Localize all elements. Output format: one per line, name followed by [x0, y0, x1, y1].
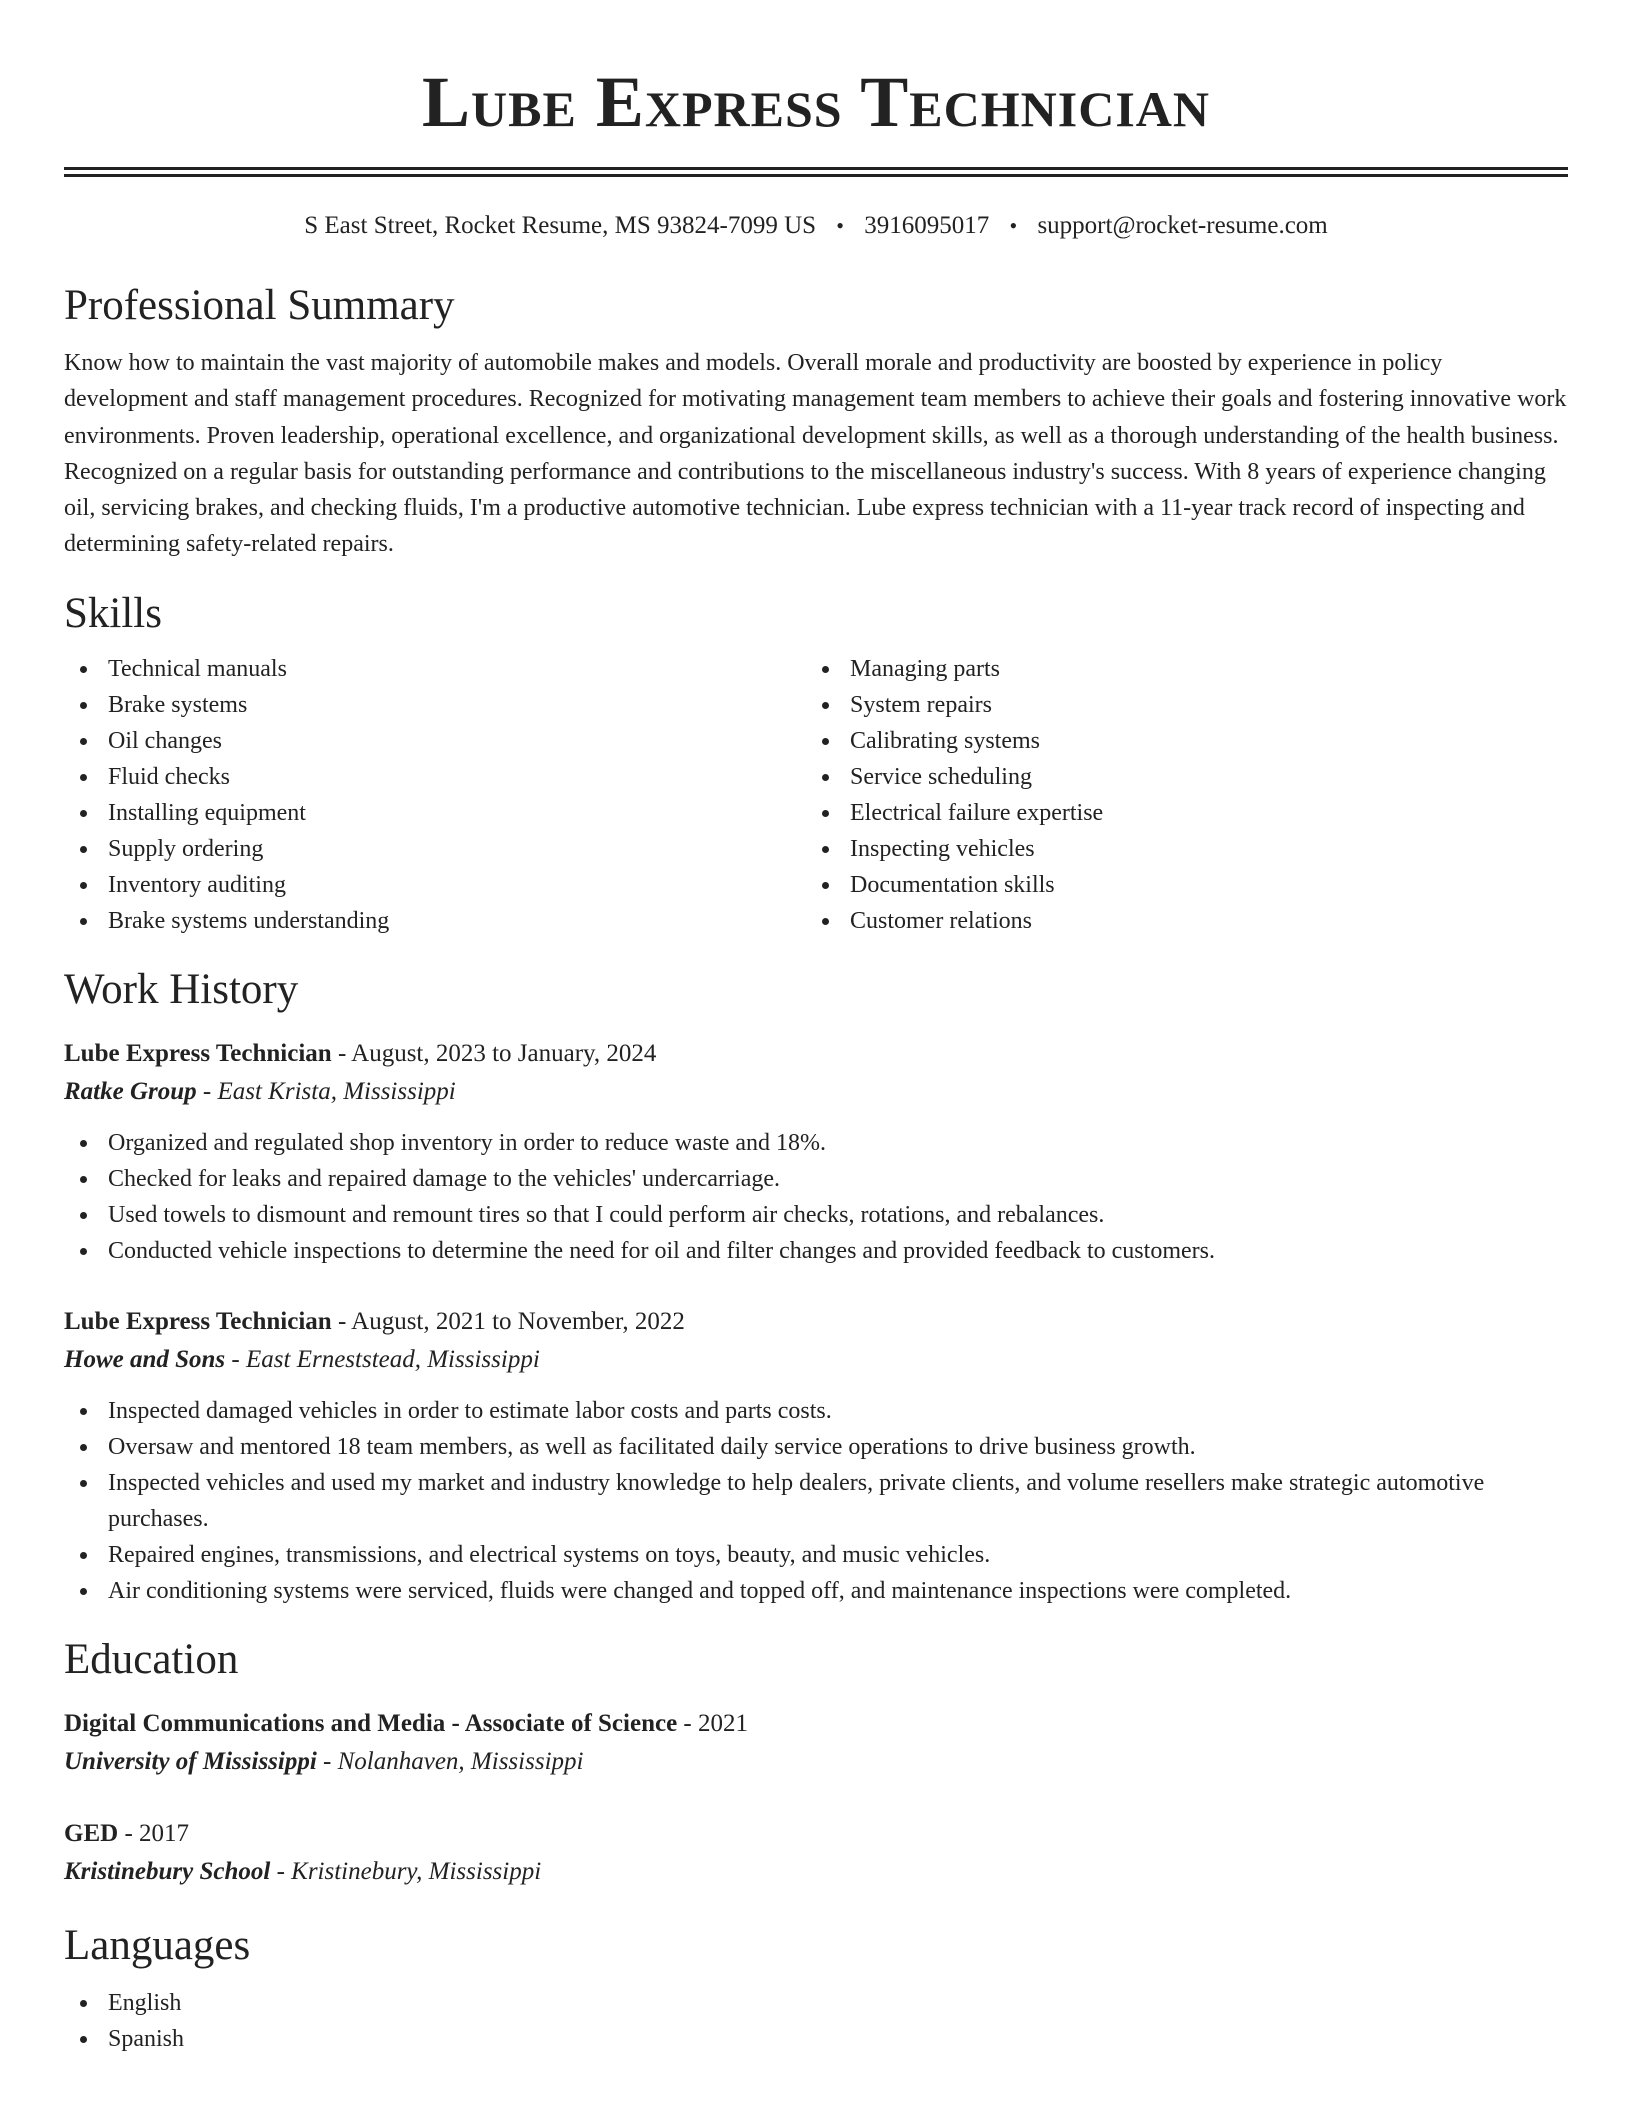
skill-item: System repairs [806, 687, 1548, 723]
job-bullet: Organized and regulated shop inventory in order to reduce waste and 18%. [64, 1125, 1568, 1161]
job-entry [64, 1035, 1568, 1269]
job-bullets [64, 1393, 1568, 1609]
work-history-section [64, 965, 1568, 1609]
contact-email: support@rocket-resume.com [1037, 212, 1328, 239]
language-item: English [64, 1985, 1568, 2021]
languages-heading: Languages [64, 1921, 251, 1969]
skill-item: Calibrating systems [806, 723, 1548, 759]
skill-item: Customer relations [806, 903, 1548, 939]
education-degree: GED [64, 1819, 119, 1847]
language-item: Spanish [64, 2021, 1568, 2057]
education-location: - Kristinebury, Mississippi [270, 1857, 542, 1885]
skill-item: Brake systems [64, 687, 806, 723]
skill-item: Managing parts [806, 651, 1548, 687]
skills-heading: Skills [64, 589, 162, 637]
education-year: - 2021 [677, 1709, 748, 1737]
education-heading: Education [64, 1635, 239, 1683]
skill-item: Supply ordering [64, 831, 806, 867]
skill-item: Documentation skills [806, 867, 1548, 903]
job-title: Lube Express Technician [64, 1039, 332, 1067]
job-company: Howe and Sons [64, 1345, 226, 1373]
education-degree-line [64, 1815, 1568, 1853]
languages-section [64, 1921, 1568, 2057]
education-school: University of Mississippi [64, 1747, 317, 1775]
job-title-line [64, 1035, 1568, 1073]
skill-item: Fluid checks [64, 759, 806, 795]
job-company-line [64, 1341, 1568, 1379]
work-history-heading: Work History [64, 965, 299, 1013]
skill-item: Inspecting vehicles [806, 831, 1548, 867]
education-school-line [64, 1743, 1568, 1781]
languages-list [64, 1985, 1568, 2057]
job-dates: - August, 2021 to November, 2022 [331, 1307, 685, 1335]
skills-grid [64, 651, 1568, 939]
education-year: - 2017 [118, 1819, 190, 1847]
skills-section [64, 589, 1568, 939]
education-school: Kristinebury School [64, 1857, 271, 1885]
contact-separator: • [1009, 213, 1018, 238]
skills-list-right [806, 651, 1548, 939]
skill-item: Service scheduling [806, 759, 1548, 795]
job-bullet: Air conditioning systems were serviced, fluids were changed and topped off, and maintenance inspections were completed. [64, 1573, 1568, 1609]
job-entry [64, 1303, 1568, 1609]
skill-item: Oil changes [64, 723, 806, 759]
skill-item: Brake systems understanding [64, 903, 806, 939]
job-bullets [64, 1125, 1568, 1269]
education-section [64, 1635, 1568, 1891]
job-location: - East Krista, Mississippi [196, 1077, 456, 1105]
skill-item: Installing equipment [64, 795, 806, 831]
job-bullet: Inspected damaged vehicles in order to estimate labor costs and parts costs. [64, 1393, 1568, 1429]
summary-text: Know how to maintain the vast majority of automobile makes and models. Overall morale and productivity are boosted by experience in policy development and staff management procedures. Recognized for motivating management team members to achieve their goals and fostering innovative work environments. Proven leadership, operational excellence, and organizational development skills, as well as a thorough understanding of the health business. Recognized on a regular basis for outstanding performance and contributions to the miscellaneous industry's success. With 8 years of experience changing oil, servicing brakes, and checking fluids, I'm a productive automotive technician. Lube express technician with a 11-year track record of inspecting and determining safety-related repairs. [64, 350, 1567, 558]
job-bullet: Repaired engines, transmissions, and electrical systems on toys, beauty, and music vehicles. [64, 1537, 1568, 1573]
contact-line [64, 211, 1568, 241]
job-bullet: Conducted vehicle inspections to determine the need for oil and filter changes and provided feedback to customers. [64, 1233, 1568, 1269]
education-degree-line [64, 1705, 1568, 1743]
job-location: - East Erneststead, Mississippi [225, 1345, 540, 1373]
skill-item: Technical manuals [64, 651, 806, 687]
skills-list-left [64, 651, 806, 939]
skill-item: Inventory auditing [64, 867, 806, 903]
education-degree: Digital Communications and Media - Associate of Science [64, 1709, 678, 1737]
education-school-line [64, 1853, 1568, 1891]
job-bullet: Used towels to dismount and remount tires so that I could perform air checks, rotations, and rebalances. [64, 1197, 1568, 1233]
header-divider [64, 167, 1568, 177]
resume-name: Lube Express Technician [422, 62, 1210, 142]
summary-section [64, 281, 1568, 563]
job-bullet: Inspected vehicles and used my market and industry knowledge to help dealers, private clients, and volume resellers make strategic automotive purchases. [64, 1465, 1568, 1537]
contact-separator: • [836, 213, 844, 238]
contact-address: S East Street, Rocket Resume, MS 93824-7099 US [304, 212, 817, 239]
job-bullet: Oversaw and mentored 18 team members, as well as facilitated daily service operations to drive business growth. [64, 1429, 1568, 1465]
job-dates: - August, 2023 to January, 2024 [331, 1039, 657, 1067]
job-title-line [64, 1303, 1568, 1341]
summary-heading: Professional Summary [64, 282, 455, 329]
job-company-line [64, 1073, 1568, 1111]
job-title: Lube Express Technician [64, 1307, 332, 1335]
education-location: - Nolanhaven, Mississippi [316, 1747, 584, 1775]
job-company: Ratke Group [64, 1077, 197, 1105]
job-bullet: Checked for leaks and repaired damage to the vehicles' undercarriage. [64, 1161, 1568, 1197]
contact-phone: 3916095017 [864, 212, 990, 239]
skill-item: Electrical failure expertise [806, 795, 1548, 831]
